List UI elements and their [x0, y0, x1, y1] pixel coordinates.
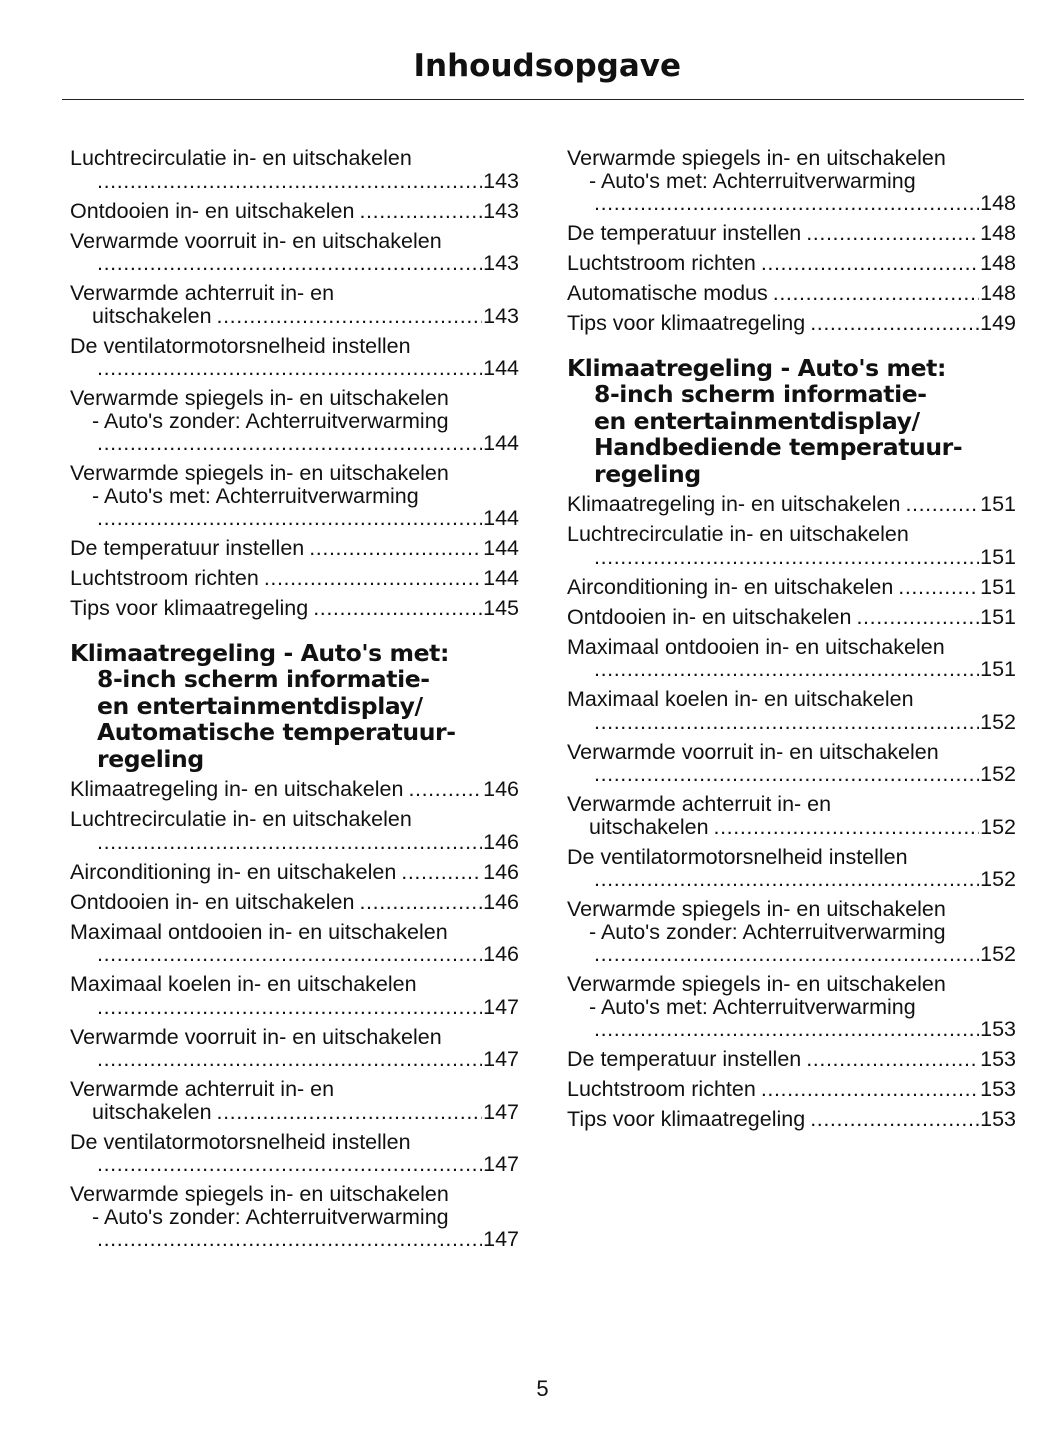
toc-entry-leader-line: [567, 816, 1016, 839]
toc-right-column: [567, 147, 1016, 1138]
toc-entry[interactable]: [70, 597, 519, 620]
toc-entry[interactable]: [70, 282, 519, 327]
toc-entry-leader-line: [567, 546, 1016, 569]
toc-page-number: 147: [483, 1047, 519, 1071]
toc-entry-title: Klimaatregeling in- en uitschakelen: [70, 777, 404, 801]
toc-page-number: 151: [980, 544, 1016, 569]
toc-entry-leader-line: [70, 861, 519, 884]
toc-entry[interactable]: [567, 282, 1016, 305]
toc-entry-title: Klimaatregeling in- en uitschakelen: [567, 492, 901, 516]
toc-page-number: 152: [980, 942, 1016, 966]
dot-leader: [594, 943, 979, 966]
toc-entry[interactable]: [70, 808, 519, 853]
dot-leader: [810, 312, 979, 335]
toc-entry-leader-line: [567, 711, 1016, 734]
toc-entry-leader-line: [567, 1048, 1016, 1071]
toc-page-number: 149: [980, 311, 1016, 335]
toc-entry[interactable]: [70, 230, 519, 275]
toc-entry-title-line: De ventilatormotorsnelheid instellen: [70, 1129, 411, 1154]
toc-entry[interactable]: [567, 636, 1016, 681]
toc-entry-title-line: Verwarmde spiegels in- en uitschakelen: [567, 972, 946, 996]
dot-leader: [806, 222, 979, 245]
toc-entry-title-line: - Auto's zonder: Achterruitverwarming: [92, 408, 449, 433]
toc-entry-title-line: - Auto's zonder: Achterruitverwarming: [589, 919, 946, 944]
toc-entry-leader-line: [70, 432, 519, 455]
dot-leader: [97, 1048, 482, 1071]
dot-leader: [97, 1228, 482, 1251]
dot-leader: [97, 1153, 482, 1176]
toc-entry[interactable]: [567, 312, 1016, 335]
section-heading-line: en entertainmentdisplay/: [97, 691, 423, 720]
toc-entry[interactable]: [70, 1131, 519, 1176]
toc-page-number: 146: [483, 777, 519, 801]
toc-entry-title-line: Verwarmde spiegels in- en uitschakelen: [70, 386, 449, 410]
toc-page-number: 147: [483, 1099, 519, 1124]
dot-leader: [97, 943, 482, 966]
toc-entry[interactable]: [567, 846, 1016, 891]
dot-leader: [898, 576, 979, 599]
dot-leader: [761, 1078, 979, 1101]
toc-entry-title-line: Verwarmde voorruit in- en uitschakelen: [567, 739, 939, 764]
toc-entry-title-line: - Auto's zonder: Achterruitverwarming: [92, 1204, 449, 1229]
toc-entry-leader-line: [567, 943, 1016, 966]
toc-entry-leader-line: [567, 868, 1016, 891]
toc-entry[interactable]: [70, 1026, 519, 1071]
dot-leader: [97, 507, 482, 530]
toc-page-number: 146: [483, 942, 519, 966]
toc-entry-leader-line: [70, 507, 519, 530]
toc-entry-title: Tips voor klimaatregeling: [70, 596, 309, 620]
toc-entry-title: Tips voor klimaatregeling: [567, 1107, 806, 1131]
toc-entry-title: Luchtstroom richten: [70, 566, 259, 590]
title-divider: [62, 99, 1024, 100]
toc-entry[interactable]: [70, 1183, 519, 1251]
section-heading-line: regeling: [97, 744, 204, 773]
toc-entry-title-line: Verwarmde voorruit in- en uitschakelen: [70, 228, 442, 253]
dot-leader: [773, 282, 979, 305]
section-heading: [567, 355, 1016, 488]
toc-entry[interactable]: [70, 891, 519, 914]
toc-entry-title: De temperatuur instellen: [567, 1047, 802, 1071]
toc-page-number: 145: [483, 596, 519, 620]
toc-entry-title-line: Verwarmde achterruit in- en: [567, 792, 832, 816]
toc-entry[interactable]: [70, 861, 519, 884]
toc-entry-leader-line: [70, 200, 519, 223]
toc-page-number: 144: [483, 431, 519, 455]
toc-entry-leader-line: [70, 1228, 519, 1251]
dot-leader: [810, 1108, 979, 1131]
toc-page-number: 147: [483, 1227, 519, 1251]
toc-entry-title-line: Luchtrecirculatie in- en uitschakelen: [567, 522, 909, 546]
toc-entry-title: Luchtstroom richten: [567, 251, 756, 275]
toc-entry-leader-line: [70, 567, 519, 590]
toc-page-number: 153: [980, 1077, 1016, 1101]
section-heading-line: Automatische temperatuur-: [97, 718, 456, 746]
page-title: Inhoudsopgave: [413, 48, 681, 84]
toc-entry-title: De temperatuur instellen: [70, 536, 305, 560]
toc-entry-title: uitschakelen: [589, 814, 709, 839]
toc-entry-leader-line: [567, 763, 1016, 786]
section-heading-line: regeling: [594, 459, 701, 488]
toc-entry[interactable]: [70, 973, 519, 1018]
toc-entry-title: Airconditioning in- en uitschakelen: [70, 859, 397, 884]
toc-entry[interactable]: [567, 576, 1016, 599]
toc-page-number: 147: [483, 1152, 519, 1176]
dot-leader: [761, 252, 979, 275]
toc-entry-leader-line: [70, 537, 519, 560]
section-heading-line: en entertainmentdisplay/: [594, 406, 920, 435]
toc-entry[interactable]: [567, 606, 1016, 629]
dot-leader: [97, 996, 482, 1019]
page-number: 5: [536, 1376, 549, 1401]
toc-entry[interactable]: [567, 493, 1016, 516]
toc-entry-title: uitschakelen: [92, 1099, 212, 1124]
toc-entry-title-line: Luchtrecirculatie in- en uitschakelen: [70, 807, 412, 831]
toc-entry-title-line: De ventilatormotorsnelheid instellen: [70, 333, 411, 358]
dot-leader: [905, 493, 979, 516]
toc-entry-title: uitschakelen: [92, 303, 212, 328]
toc-entry[interactable]: [70, 147, 519, 192]
toc-left-column: [70, 147, 519, 1258]
toc-page-number: 144: [483, 566, 519, 590]
toc-entry-title-line: Maximaal ontdooien in- en uitschakelen: [70, 919, 448, 944]
toc-entry-leader-line: [70, 891, 519, 914]
toc-page-number: 148: [980, 221, 1016, 245]
toc-entry[interactable]: [567, 252, 1016, 275]
toc-entry-leader-line: [70, 1153, 519, 1176]
toc-entry-leader-line: [567, 192, 1016, 215]
toc-page-number: 148: [980, 251, 1016, 275]
toc-entry[interactable]: [567, 1078, 1016, 1101]
dot-leader: [313, 597, 482, 620]
dot-leader: [594, 192, 979, 215]
toc-entry[interactable]: [567, 793, 1016, 838]
toc-entry-title-line: Verwarmde spiegels in- en uitschakelen: [70, 461, 449, 485]
toc-page-number: 144: [483, 506, 519, 530]
toc-page-number: 148: [980, 281, 1016, 305]
toc-page-number: 152: [980, 814, 1016, 839]
toc-entry[interactable]: [70, 1078, 519, 1123]
toc-entry-title-line: Maximaal koelen in- en uitschakelen: [70, 972, 417, 996]
toc-entry-leader-line: [567, 252, 1016, 275]
toc-entry-title: Ontdooien in- en uitschakelen: [70, 198, 355, 223]
toc-entry-title-line: - Auto's met: Achterruitverwarming: [589, 994, 916, 1019]
toc-entry[interactable]: [567, 147, 1016, 215]
toc-page-number: 143: [483, 303, 519, 328]
toc-page-number: 146: [483, 859, 519, 884]
section-heading-line: Handbediende temperatuur-: [594, 433, 963, 461]
toc-entry-leader-line: [567, 1078, 1016, 1101]
dot-leader: [309, 537, 482, 560]
toc-entry-leader-line: [70, 597, 519, 620]
toc-entry[interactable]: [70, 335, 519, 380]
toc-entry[interactable]: [567, 688, 1016, 733]
toc-entry-title: Automatische modus: [567, 281, 768, 305]
dot-leader: [217, 305, 483, 328]
toc-entry-title: Ontdooien in- en uitschakelen: [567, 604, 852, 629]
toc-entry[interactable]: [70, 567, 519, 590]
dot-leader: [594, 658, 979, 681]
toc-entry-title-line: Maximaal koelen in- en uitschakelen: [567, 687, 914, 711]
dot-leader: [401, 861, 482, 884]
toc-entry-title-line: Luchtrecirculatie in- en uitschakelen: [70, 146, 412, 170]
dot-leader: [714, 816, 980, 839]
toc-page-number: 153: [980, 1017, 1016, 1041]
toc-entry-leader-line: [567, 576, 1016, 599]
toc-entry-leader-line: [567, 222, 1016, 245]
toc-page-number: 151: [980, 574, 1016, 599]
dot-leader: [264, 567, 482, 590]
toc-entry-title-line: Verwarmde spiegels in- en uitschakelen: [70, 1182, 449, 1206]
toc-entry-title-line: Verwarmde spiegels in- en uitschakelen: [567, 146, 946, 170]
dot-leader: [97, 170, 482, 193]
toc-page-number: 144: [483, 536, 519, 560]
dot-leader: [97, 432, 482, 455]
dot-leader: [594, 763, 979, 786]
toc-entry-leader-line: [70, 357, 519, 380]
dot-leader: [594, 868, 979, 891]
dot-leader: [594, 1018, 979, 1041]
toc-entry[interactable]: [567, 741, 1016, 786]
toc-page-number: 146: [483, 889, 519, 914]
toc-entry-leader-line: [567, 493, 1016, 516]
toc-page-number: 151: [980, 492, 1016, 516]
section-heading-line: Klimaatregeling - Auto's met:: [567, 353, 946, 382]
toc-page-number: 153: [980, 1047, 1016, 1071]
toc-entry-title: Ontdooien in- en uitschakelen: [70, 889, 355, 914]
toc-entry[interactable]: [70, 387, 519, 455]
toc-entry[interactable]: [567, 973, 1016, 1041]
toc-entry[interactable]: [70, 200, 519, 223]
toc-entry-leader-line: [70, 1101, 519, 1124]
toc-entry-title-line: Verwarmde achterruit in- en: [70, 281, 335, 305]
toc-entry[interactable]: [70, 921, 519, 966]
dot-leader: [594, 711, 979, 734]
toc-entry[interactable]: [70, 778, 519, 801]
toc-entry[interactable]: [567, 1048, 1016, 1071]
toc-page-number: 147: [483, 994, 519, 1019]
dot-leader: [97, 252, 482, 275]
dot-leader: [408, 778, 482, 801]
toc-entry-leader-line: [567, 312, 1016, 335]
toc-entry-leader-line: [70, 996, 519, 1019]
toc-entry-leader-line: [70, 778, 519, 801]
dot-leader: [594, 546, 979, 569]
toc-entry-leader-line: [567, 1018, 1016, 1041]
dot-leader: [806, 1048, 979, 1071]
toc-entry-leader-line: [70, 831, 519, 854]
toc-entry-leader-line: [70, 305, 519, 328]
toc-page-number: 152: [980, 867, 1016, 891]
toc-entry[interactable]: [567, 222, 1016, 245]
toc-page-number: 151: [980, 604, 1016, 629]
toc-entry-title-line: De ventilatormotorsnelheid instellen: [567, 844, 908, 869]
toc-page-number: 146: [483, 829, 519, 854]
toc-entry-title: Tips voor klimaatregeling: [567, 311, 806, 335]
dot-leader: [97, 831, 482, 854]
toc-entry[interactable]: [567, 523, 1016, 568]
toc-page-number: 151: [980, 657, 1016, 681]
toc-entry-title-line: Verwarmde voorruit in- en uitschakelen: [70, 1024, 442, 1049]
toc-page-number: 152: [980, 709, 1016, 734]
section-heading: [70, 640, 519, 773]
toc-entry-title: Luchtstroom richten: [567, 1077, 756, 1101]
toc-page-number: 152: [980, 762, 1016, 786]
dot-leader: [856, 606, 979, 629]
section-heading-line: 8-inch scherm informatie-: [594, 380, 927, 408]
dot-leader: [359, 891, 482, 914]
toc-page-number: 143: [483, 198, 519, 223]
toc-entry-title: De temperatuur instellen: [567, 221, 802, 245]
toc-entry-leader-line: [70, 943, 519, 966]
toc-page-number: 143: [483, 251, 519, 275]
toc-entry-title-line: - Auto's met: Achterruitverwarming: [92, 483, 419, 508]
dot-leader: [217, 1101, 483, 1124]
toc-entry[interactable]: [70, 462, 519, 530]
toc-entry-leader-line: [567, 606, 1016, 629]
dot-leader: [97, 357, 482, 380]
toc-entry[interactable]: [567, 1108, 1016, 1131]
section-heading-line: 8-inch scherm informatie-: [97, 665, 430, 693]
toc-page-number: 143: [483, 168, 519, 193]
toc-entry-title: Airconditioning in- en uitschakelen: [567, 574, 894, 599]
toc-entry-leader-line: [70, 252, 519, 275]
toc-entry-leader-line: [70, 1048, 519, 1071]
toc-entry-leader-line: [567, 658, 1016, 681]
toc-entry-leader-line: [567, 1108, 1016, 1131]
toc-entry[interactable]: [70, 537, 519, 560]
toc-entry[interactable]: [567, 898, 1016, 966]
toc-entry-leader-line: [70, 170, 519, 193]
toc-entry-title-line: - Auto's met: Achterruitverwarming: [589, 168, 916, 193]
toc-page-number: 153: [980, 1107, 1016, 1131]
toc-page-number: 144: [483, 356, 519, 380]
toc-page-number: 148: [980, 191, 1016, 215]
toc-entry-title-line: Verwarmde achterruit in- en: [70, 1077, 335, 1101]
toc-entry-leader-line: [567, 282, 1016, 305]
section-heading-line: Klimaatregeling - Auto's met:: [70, 638, 449, 667]
dot-leader: [359, 200, 482, 223]
toc-entry-title-line: Maximaal ontdooien in- en uitschakelen: [567, 634, 945, 659]
toc-entry-title-line: Verwarmde spiegels in- en uitschakelen: [567, 897, 946, 921]
